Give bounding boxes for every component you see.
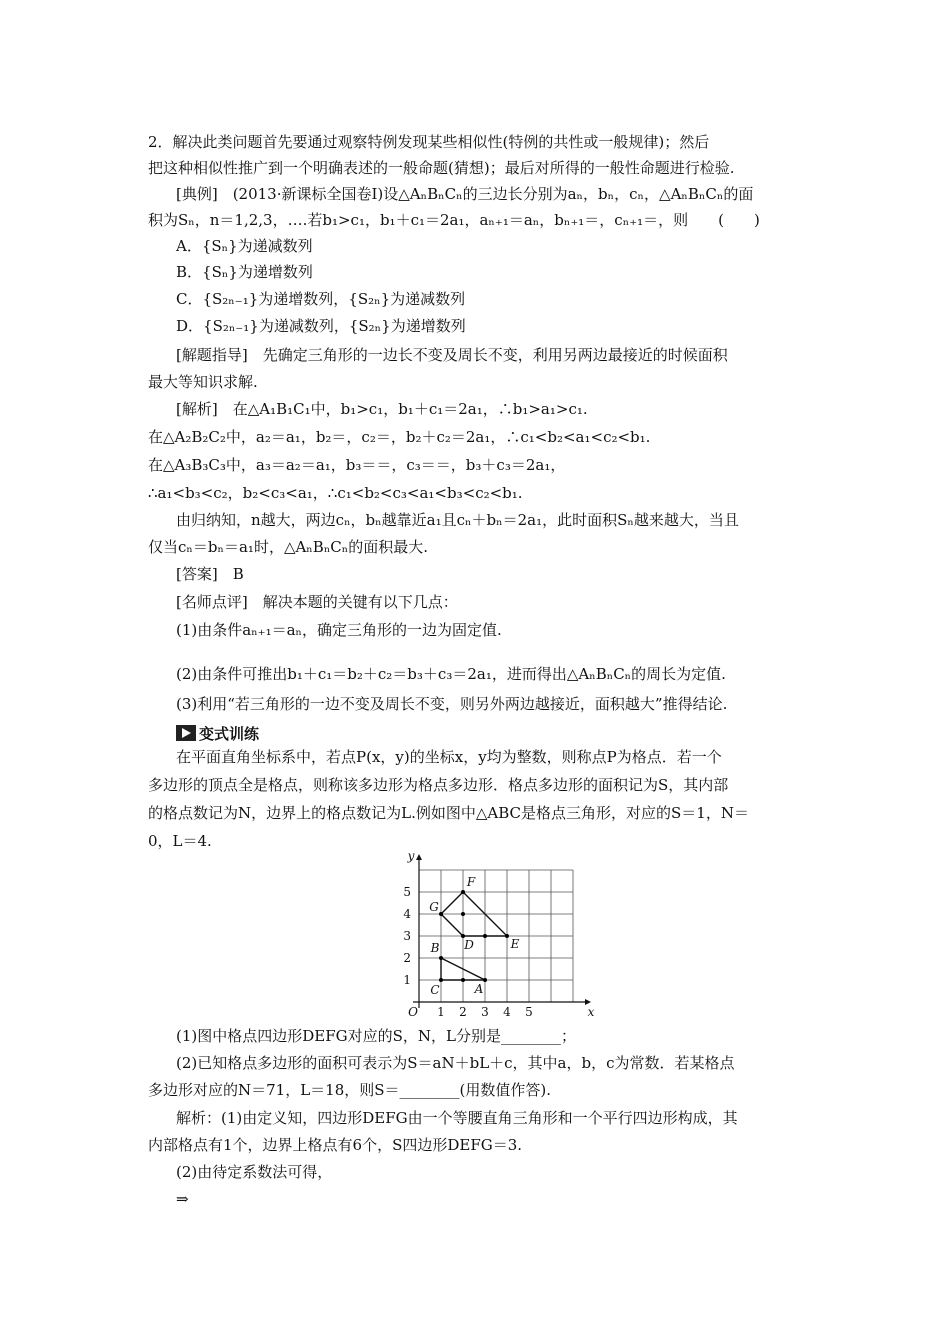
point-label: E xyxy=(510,937,520,951)
text-line: [典例] (2013·新课标全国卷Ⅰ)设△AₙBₙCₙ的三边长分别为aₙ，bₙ，cₙ，△AₙBₙCₙ的面 xyxy=(176,185,754,203)
question-2: (2)已知格点多边形的面积可表示为S＝aN＋bL＋c，其中a，b，c为常数．若某格点 xyxy=(176,1054,735,1072)
point-label: G xyxy=(429,900,439,914)
lattice-point xyxy=(461,890,465,894)
text-line: 多边形的顶点全是格点，则称该多边形为格点多边形．格点多边形的面积记为S，其内部 xyxy=(148,776,729,794)
point-label: A xyxy=(474,982,484,996)
y-tick-label: 2 xyxy=(403,951,411,965)
text-line: [名师点评] 解决本题的关键有以下几点： xyxy=(176,593,458,611)
lattice-point xyxy=(439,912,443,916)
question-1: (1)图中格点四边形DEFG对应的S，N，L分别是________； xyxy=(176,1027,576,1045)
y-tick-label: 3 xyxy=(403,929,411,943)
lattice-point xyxy=(483,934,487,938)
y-tick-label: 4 xyxy=(403,907,411,921)
lattice-point xyxy=(461,912,465,916)
lattice-figure xyxy=(395,850,595,1022)
lattice-point xyxy=(439,978,443,982)
text-line: 2．解决此类问题首先要通过观察特例发现某些相似性(特例的共性或一般规律)；然后 xyxy=(148,133,710,151)
point-label: C xyxy=(430,983,440,997)
x-tick-label: 5 xyxy=(525,1005,533,1019)
text-line: 在△A₃B₃C₃中，a₃＝a₂＝a₁，b₃＝＝，c₃＝＝，b₃＋c₃＝2a₁， xyxy=(148,456,566,474)
y-axis-arrow xyxy=(416,854,422,860)
text-line: (2)由待定系数法可得， xyxy=(176,1163,333,1181)
lattice-point xyxy=(439,956,443,960)
point-label: F xyxy=(466,875,476,889)
option-b: B．{Sₙ}为递增数列 xyxy=(176,263,313,281)
section-heading xyxy=(176,722,259,744)
x-axis-label: x xyxy=(587,1005,595,1019)
text-line: (2)由条件可推出b₁＋c₁＝b₂＋c₂＝b₃＋c₃＝2a₁，进而得出△AₙBₙCₙ的周长为定值. xyxy=(176,665,726,683)
y-axis-label: y xyxy=(407,850,415,863)
origin-label: O xyxy=(408,1005,418,1019)
text-line: (3)利用“若三角形的一边不变及周长不变，则另外两边越接近，面积越大”推得结论. xyxy=(176,695,728,713)
lattice-point xyxy=(483,978,487,982)
play-triangle-icon xyxy=(176,725,196,741)
text-line: 的格点数记为N，边界上的格点数记为L.例如图中△ABC是格点三角形，对应的S＝1，N＝ xyxy=(148,804,749,822)
option-c: C．{S₂ₙ₋₁}为递增数列，{S₂ₙ}为递减数列 xyxy=(176,290,466,308)
x-tick-label: 1 xyxy=(437,1005,445,1019)
axis-labels xyxy=(403,850,594,1019)
option-d: D．{S₂ₙ₋₁}为递减数列，{S₂ₙ}为递增数列 xyxy=(176,317,466,335)
text-line: 在△A₂B₂C₂中，a₂＝a₁，b₂＝，c₂＝，b₂＋c₂＝2a₁，∴c₁<b₂<a₁<c₂<b₁. xyxy=(148,428,651,446)
point-label: D xyxy=(464,938,474,952)
lattice-point xyxy=(461,978,465,982)
text-line: 最大等知识求解. xyxy=(148,373,258,391)
solution-line: 解析：(1)由定义知，四边形DEFG由一个等腰直角三角形和一个平行四边形构成，其 xyxy=(176,1109,738,1127)
text-line: 内部格点有1个，边界上格点有6个，S四边形DEFG＝3. xyxy=(148,1136,523,1154)
y-tick-label: 5 xyxy=(403,885,411,899)
lattice-point xyxy=(505,934,509,938)
text-line: 由归纳知，n越大，两边cₙ，bₙ越靠近a₁且cₙ＋bₙ＝2a₁，此时面积Sₙ越来越大，当且 xyxy=(176,511,739,529)
text-line: 0，L＝4. xyxy=(148,832,212,850)
x-tick-label: 4 xyxy=(503,1005,511,1019)
x-tick-label: 3 xyxy=(481,1005,489,1019)
text-line: 仅当cₙ＝bₙ＝a₁时，△AₙBₙCₙ的面积最大. xyxy=(148,538,429,556)
text-line: ⇒ xyxy=(176,1190,189,1208)
text-line: 把这种相似性推广到一个明确表述的一般命题(猜想)；最后对所得的一般性命题进行检验. xyxy=(148,159,735,177)
text-line: [解题指导] 先确定三角形的一边长不变及周长不变，利用另两边最接近的时候面积 xyxy=(176,346,728,364)
text-line: (1)由条件aₙ₊₁＝aₙ，确定三角形的一边为固定值. xyxy=(176,621,502,639)
y-tick-label: 1 xyxy=(403,973,411,987)
point-label: B xyxy=(430,941,440,955)
text-line: 多边形对应的N＝71，L＝18，则S＝________(用数值作答). xyxy=(148,1081,552,1099)
text-line: ∴a₁<b₃<c₂，b₂<c₃<a₁，∴c₁<b₂<c₃<a₁<b₃<c₂<b₁. xyxy=(148,484,523,502)
text-line: 在平面直角坐标系中，若点P(x，y)的坐标x，y均为整数，则称点P为格点．若一个 xyxy=(176,748,722,766)
answer-line: [答案] B xyxy=(176,565,244,583)
text-line: [解析] 在△A₁B₁C₁中，b₁>c₁，b₁＋c₁＝2a₁，∴b₁>a₁>c₁. xyxy=(176,400,588,418)
x-tick-label: 2 xyxy=(459,1005,467,1019)
section-heading-label: 变式训练 xyxy=(199,724,260,743)
option-a: A．{Sₙ}为递减数列 xyxy=(176,237,313,255)
text-line: 积为Sₙ，n＝1,2,3，….若b₁>c₁，b₁＋c₁＝2a₁，aₙ₊₁＝aₙ，bₙ₊₁＝，cₙ₊₁＝，则 ( ) xyxy=(148,211,760,229)
